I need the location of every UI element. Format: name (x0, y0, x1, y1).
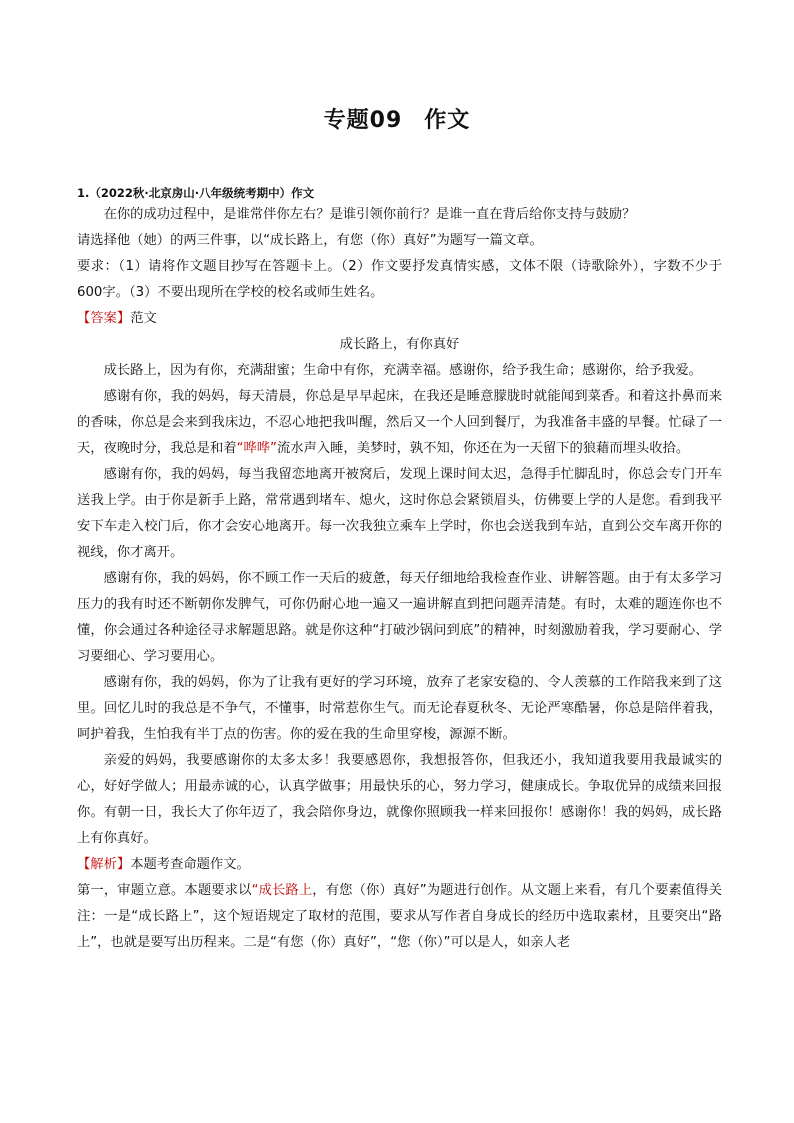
analysis-header (77, 852, 722, 878)
question-number: 1. (77, 186, 90, 200)
analysis-paragraph-1: 第一，审题立意。本题要求以“成长路上，有您（你）真好”为题进行创作。从文题上来看，有几个要素值得关注：一是“成长路上”，这个短语规定了取材的范围，要求从写作者自身成长的经历中选取素材，且要突出“路上”，也就是要写出历程来。二是“有您（你）真好”，“您（你）”可以是人，如亲人老 (77, 883, 723, 950)
question-prompt-1: 在你的成功过程中，是谁常伴你左右？是谁引领你前行？是谁一直在背后给你支持与鼓励？ (103, 207, 636, 222)
question-source: （2022秋·北京房山·八年级统考期中） (89, 186, 292, 200)
highlight-text: “成长路上 (251, 883, 313, 898)
essay-title: 成长路上，有你真好 (339, 337, 460, 352)
question-requirements: 要求：（1）请将作文题目抄写在答题卡上。（2）作文要抒发真情实感，文体不限（诗歌除外），字数不少于600字。（3）不要出现所在学校的校名或师生姓名。 (77, 259, 722, 300)
question-prompt-2: 请选择他（她）的两三件事，以“成长路上，有您（你）真好”为题写一篇文章。 (77, 233, 543, 248)
title-sub: 作文 (424, 108, 471, 133)
answer-tag: 【答案】 (77, 311, 131, 326)
essay-paragraph-6: 亲爱的妈妈，我要感谢你的太多太多！我要感恩你，我想报答你，但我还小，我知道我要用我最诚实的心，好好学做人；用最赤诚的心，认真学做事；用最快乐的心，努力学习，健康成长。争取优异的成绩来回报你。有朝一日，我长大了你年迈了，我会陪你身边，就像你照顾我一样来回报你！感谢你！我的妈妈，成长路上有你真好。 (77, 753, 722, 846)
question-header (77, 184, 722, 202)
answer-header (77, 306, 722, 332)
highlight-text: “哗哗” (236, 441, 277, 456)
essay-paragraph-4: 感谢有你，我的妈妈，你不顾工作一天后的疲惫，每天仔细地给我检查作业、讲解答题。由于有太多学习压力的我有时还不断朝你发脾气，可你仍耐心地一遍又一遍讲解直到把问题弄清楚。有时，太难的题连你也不懂，你会通过各种途径寻求解题思路。就是你这种“打破沙锅问到底”的精神，时刻激励着我，学习要耐心、学习要细心、学习要用心。 (77, 571, 722, 664)
essay-paragraph-5: 感谢有你，我的妈妈，你为了让我有更好的学习环境，放弃了老家安稳的、令人羡慕的工作陪我来到了这里。回忆儿时的我总是不争气，不懂事，时常惹你生气。而无论春夏秋冬、无论严寒酷暑，你总是陪伴着我，呵护着我，生怕我有半丁点的伤害。你的爱在我的生命里穿梭，源源不断。 (77, 675, 722, 742)
essay-paragraph-3: 感谢有你，我的妈妈，每当我留恋地离开被窝后，发现上课时间太迟，急得手忙脚乱时，你总会专门开车送我上学。由于你是新手上路，常常遇到堵车、熄火，这时你总会紧锁眉头，仿佛要上学的人是您。看到我平安下车走入校门后，你才会安心地离开。每一次我独立乘车上学时，你也会送我到车站，直到公交车离开你的视线，你才离开。 (77, 467, 722, 560)
analysis-tag: 【解析】 (77, 857, 131, 872)
question-type: 作文 (291, 186, 315, 200)
page-title (0, 103, 794, 134)
essay-paragraph-1: 成长路上，因为有你，充满甜蜜；生命中有你，充满幸福。感谢你，给予我生命；感谢你，给予我爱。 (103, 363, 702, 378)
answer-label: 范文 (130, 311, 157, 326)
analysis-text: 本题考查命题作文。 (130, 857, 250, 872)
essay-paragraph-2: 感谢有你，我的妈妈，每天清晨，你总是早早起床，在我还是睡意朦胧时就能闻到菜香。和着这扑鼻而来的香味，你总是会来到我床边，不忍心地把我叫醒，然后又一个人回到餐厅，为我准备丰盛的早餐。忙碌了一天，夜晚时分，我总是和着“哗哗”流水声入睡，美梦时，孰不知，你还在为一天留下的狼藉而埋头收拾。 (77, 389, 722, 456)
title-main: 专题09 (323, 108, 403, 133)
content-body (77, 184, 722, 956)
